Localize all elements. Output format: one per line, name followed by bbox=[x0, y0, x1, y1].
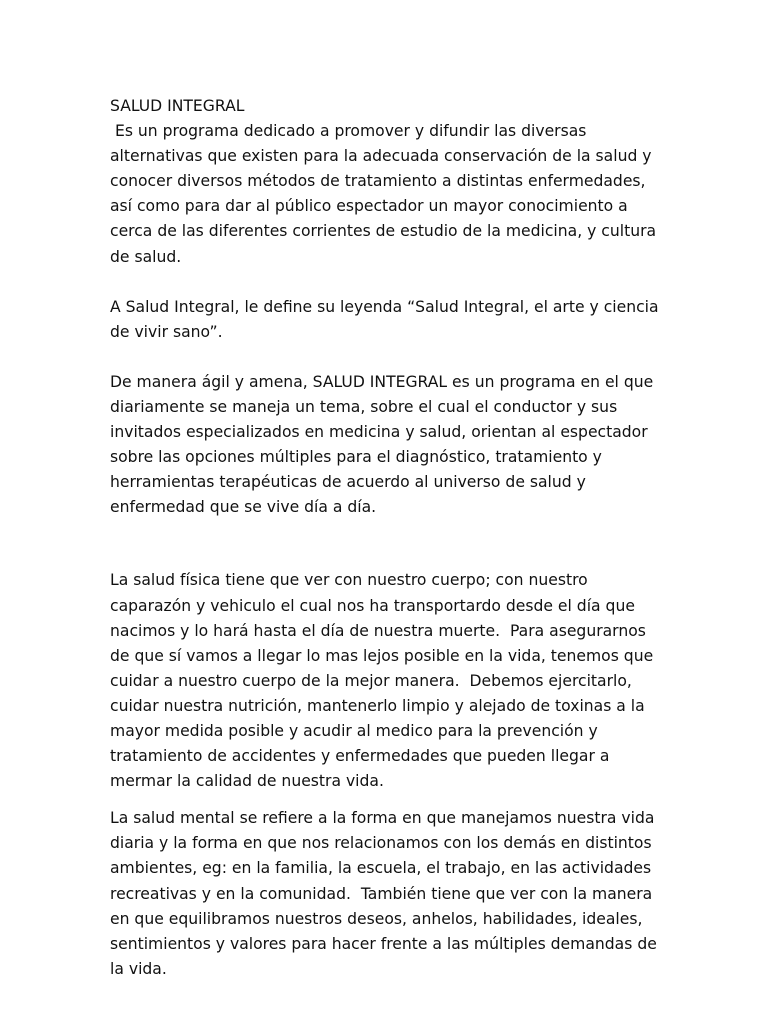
document-page bbox=[110, 94, 662, 982]
paragraph-physical-health: La salud física tiene que ver con nuestro cuerpo; con nuestro caparazón y vehiculo el cual nos ha transportardo desde el día que nacimos y lo hará hasta el día de nuestra muerte. Para asegurarnos de que sí vamos a llegar lo mas lejos posible en la vida, tenemos que cuidar a nuestro cuerpo de la mejor manera. Debemos ejercitarlo, cuidar nuestra nutrición, mantenerlo limpio y alejado de toxinas a la mayor medida posible y acudir al medico para la prevención y tratamiento de accidentes y enfermedades que pueden llegar a mermar la calidad de nuestra vida. bbox=[110, 571, 659, 791]
document-title: SALUD INTEGRAL bbox=[110, 97, 245, 115]
paragraph-mental-health: La salud mental se refiere a la forma en que manejamos nuestra vida diaria y la forma en que nos relacionamos con los demás en distintos ambientes, eg: en la familia, la escuela, el trabajo, en las actividades recreativas y en la comunidad. También tiene que ver con la manera en que equilibramos nuestros deseos, anhelos, habilidades, ideales, sentimientos y valores para hacer frente a las múltiples demandas de la vida. bbox=[110, 809, 662, 978]
paragraph-legend: A Salud Integral, le define su leyenda “Salud Integral, el arte y ciencia de vivir sano”. bbox=[110, 297, 659, 341]
paragraph-program: De manera ágil y amena, SALUD INTEGRAL es un programa en el que diariamente se maneja un tema, sobre el cual el conductor y sus invitados especializados en medicina y salud, orientan al espectador sobre las opciones múltiples para el diagnóstico, tratamiento y herramientas terapéuticas de acuerdo al universo de salud y enfermedad que se vive día a día. bbox=[110, 372, 654, 517]
paragraph-intro: Es un programa dedicado a promover y difundir las diversas alternativas que existen para la adecuada conservación de la salud y conocer diversos métodos de tratamiento a distintas enfermedades, así como para dar al público espectador un mayor conocimiento a cerca de las diferentes corrientes de estudio de la medicina, y cultura de salud. bbox=[110, 122, 662, 266]
